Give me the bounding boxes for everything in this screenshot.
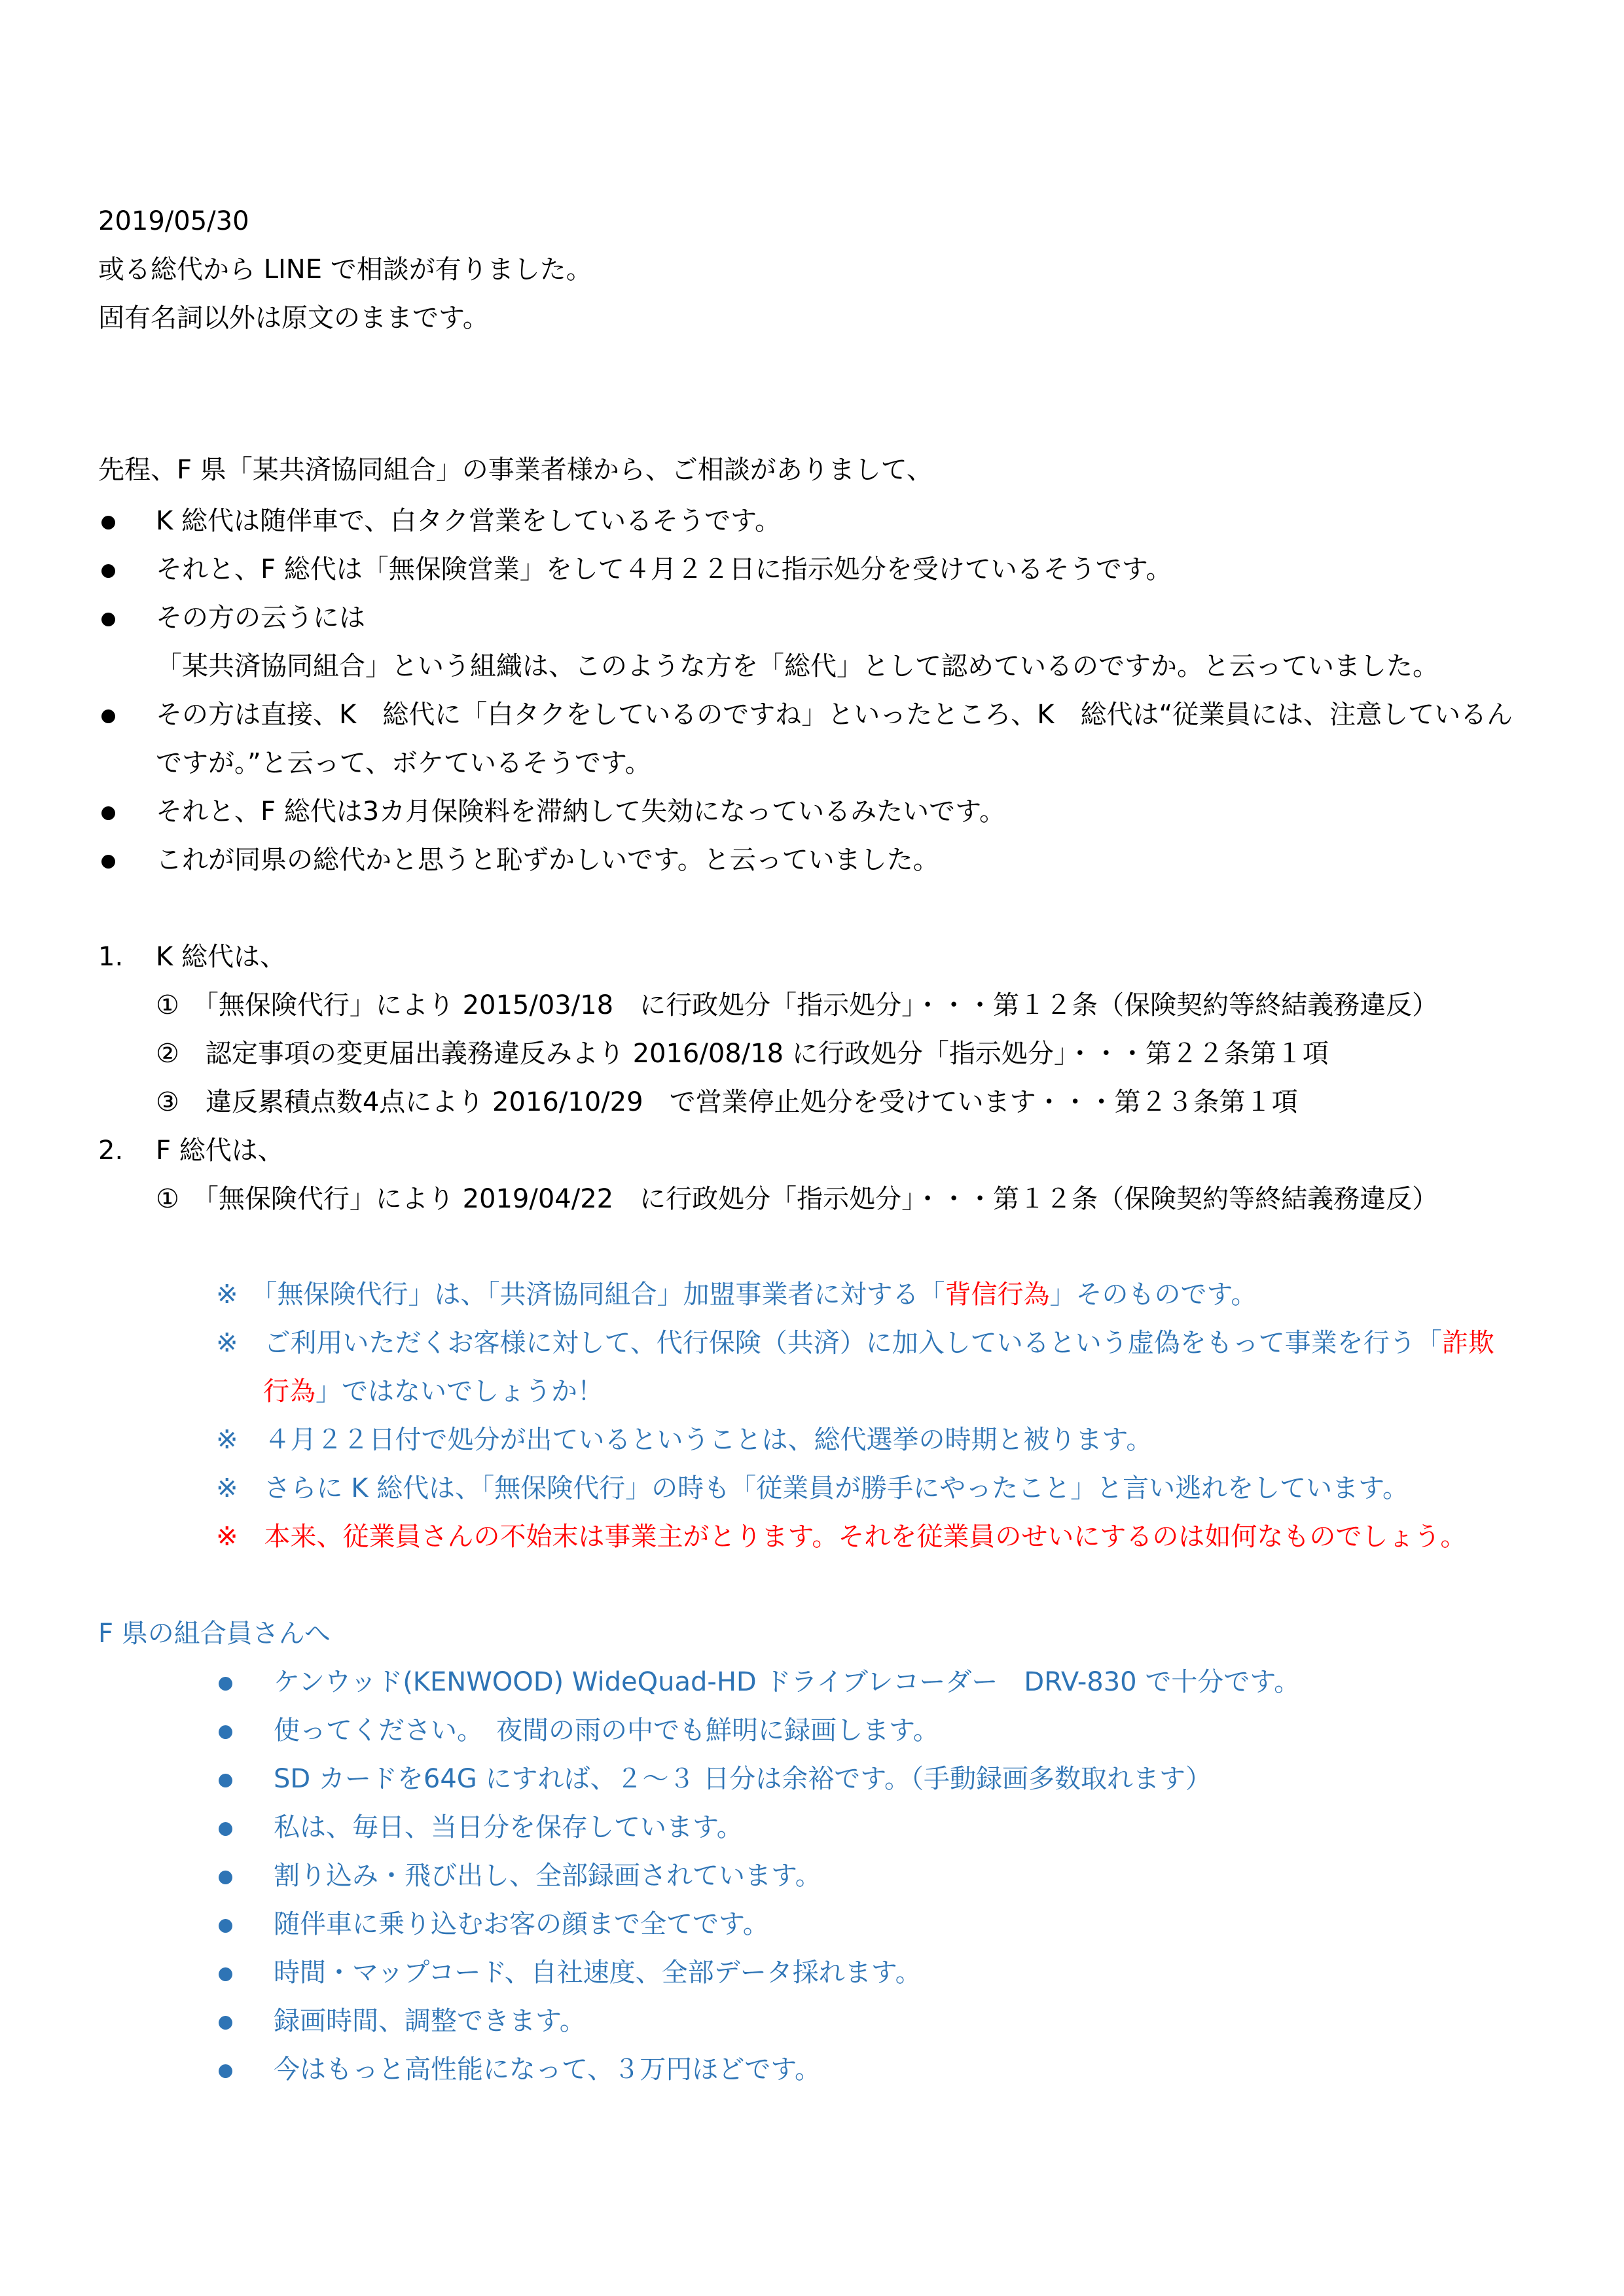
bullet-icon	[101, 709, 115, 723]
note-line: ※ ４月２２日付で処分が出ているということは、総代選挙の時期と被ります。	[216, 1425, 1153, 1455]
date-line: 2019/05/30	[98, 206, 249, 236]
member-item: ケンウッド(KENWOOD) WideQuad-HD ドライブレコーダー DRV-830 で十分です。	[274, 1667, 1301, 1697]
member-item: 録画時間、調整できます。	[274, 2006, 586, 2036]
bullet-item: その方は直接、K 総代に「白タクをしているのですね」といったところ、K 総代は“従業員には、注意しているん	[156, 700, 1513, 730]
header-line-1: 或る総代から LINE で相談が有りました。	[98, 255, 592, 285]
bullet-icon	[219, 2064, 232, 2078]
note-emphasis: 行為	[263, 1376, 316, 1407]
bullet-icon	[101, 855, 115, 869]
note-text: 」そのものです。	[1049, 1280, 1257, 1310]
members-title: F 県の組合員さんへ	[98, 1619, 331, 1649]
bullet-icon	[219, 1967, 232, 1981]
numbered-item-label: F 総代は、	[156, 1136, 284, 1166]
bullet-item: それと、F 総代は「無保険営業」をして４月２２日に指示処分を受けているそうです。	[156, 554, 1172, 584]
numbered-sub-item: ① 「無保険代行」により 2015/03/18 に行政処分「指示処分」・・・第１２条（保険契約等終結義務違反）	[156, 990, 1439, 1020]
bullet-item-continuation: ですが。”と云って、ボケているそうです。	[156, 748, 651, 778]
bullet-icon	[101, 564, 115, 578]
intro-line: 先程、F 県「某共済協同組合」の事業者様から、ご相談がありまして、	[98, 455, 933, 485]
note-text: 」ではないでしょうか！	[316, 1376, 604, 1407]
note-text: ※ 「無保険代行」は、「共済協同組合」加盟事業者に対する「	[216, 1280, 945, 1310]
numbered-sub-item: ③ 違反累積点数4点により 2016/10/29 で営業停止処分を受けています・・・第２３条第１項	[156, 1087, 1298, 1117]
member-item: 随伴車に乗り込むお客の顔まで全てです。	[274, 1909, 769, 1939]
list-number: 1.	[98, 942, 124, 972]
member-item: 時間・マップコード、自社速度、全部データ採れます。	[274, 1958, 922, 1988]
bullet-item: これが同県の総代かと思うと恥ずかしいです。と云っていました。	[156, 845, 939, 875]
member-item: 今はもっと高性能になって、３万円ほどです。	[274, 2054, 821, 2085]
member-item: 私は、毎日、当日分を保存しています。	[274, 1812, 743, 1842]
note-line	[216, 1275, 1257, 1314]
list-number: 2.	[98, 1136, 124, 1166]
member-item: SD カードを64G にすれば、２～３ 日分は余裕です。（手動録画多数取れます）	[274, 1764, 1212, 1794]
note-line-red: ※ 本来、従業員さんの不始末は事業主がとります。それを従業員のせいにするのは如何なものでしょう。	[216, 1522, 1467, 1552]
note-emphasis: 背信行為	[945, 1280, 1050, 1310]
note-line-continuation	[263, 1372, 604, 1411]
numbered-item-label: K 総代は、	[156, 942, 286, 972]
bullet-icon	[219, 1677, 232, 1691]
numbered-sub-item: ① 「無保険代行」により 2019/04/22 に行政処分「指示処分」・・・第１２条（保険契約等終結義務違反）	[156, 1184, 1439, 1214]
member-item: 割り込み・飛び出し、全部録画されています。	[274, 1861, 821, 1891]
bullet-icon	[101, 516, 115, 529]
bullet-icon	[219, 2016, 232, 2030]
bullet-icon	[101, 613, 115, 626]
note-line: ※ さらに K 総代は、「無保険代行」の時も「従業員が勝手にやったこと」と言い逃れをしています。	[216, 1473, 1409, 1503]
bullet-icon	[219, 1919, 232, 1933]
bullet-item-continuation: 「某共済協同組合」という組織は、このような方を「総代」として認めているのですか。と云っていました。	[156, 651, 1439, 681]
bullet-icon	[219, 1774, 232, 1787]
bullet-icon	[219, 1725, 232, 1739]
bullet-item: その方の云うには	[156, 603, 365, 633]
bullet-item: それと、F 総代は3カ月保険料を滞納して失効になっているみたいです。	[156, 797, 1005, 827]
member-item: 使ってください。 夜間の雨の中でも鮮明に録画します。	[274, 1715, 939, 1746]
bullet-icon	[101, 806, 115, 820]
bullet-item: K 総代は随伴車で、白タク営業をしているそうです。	[156, 506, 781, 536]
note-text: ※ ご利用いただくお客様に対して、代行保険（共済）に加入しているという虚偽をもって事業を行う「	[216, 1328, 1442, 1358]
bullet-icon	[219, 1822, 232, 1836]
bullet-icon	[219, 1871, 232, 1884]
note-emphasis: 詐欺	[1441, 1328, 1494, 1358]
numbered-sub-item: ② 認定事項の変更届出義務違反みより 2016/08/18 に行政処分「指示処分」・・・第２２条第１項	[156, 1039, 1329, 1069]
header-line-2: 固有名詞以外は原文のままです。	[98, 303, 489, 333]
note-line	[216, 1323, 1494, 1363]
